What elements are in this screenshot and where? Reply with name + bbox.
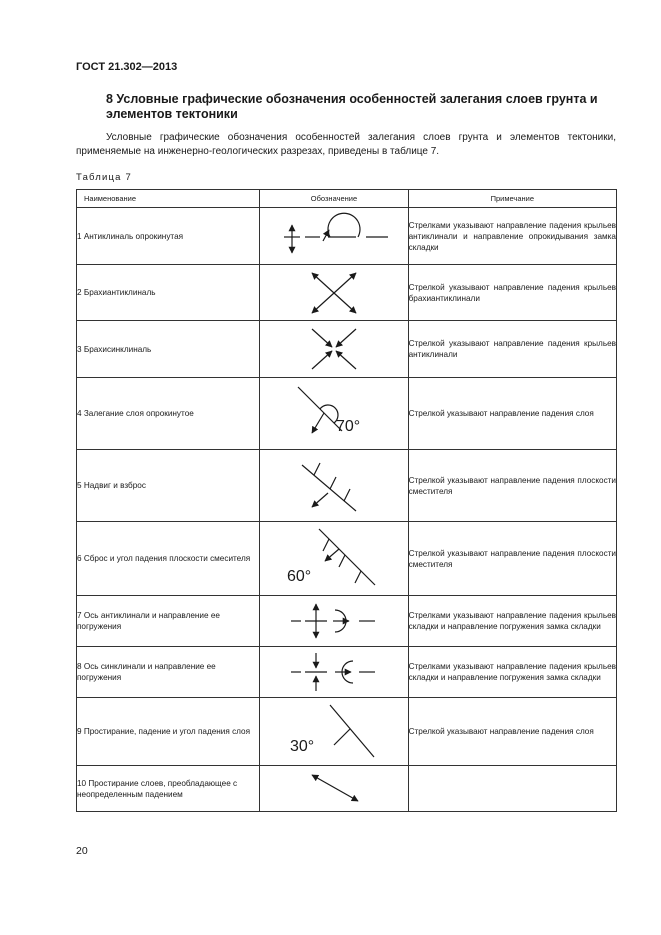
table-row xyxy=(77,596,617,647)
table-row xyxy=(77,698,617,766)
section-title: 8 Условные графические обозначения особенностей залегания слоев грунта и элементов тектоники xyxy=(106,92,598,121)
dip-angle-label: 30° xyxy=(289,737,315,755)
overturned-anticline-icon xyxy=(264,209,404,264)
strike-undefined-dip-icon xyxy=(294,769,374,809)
row-name: 8 Ось синклинали и направление ее погружения xyxy=(77,647,260,698)
brachyanticline-icon xyxy=(304,267,364,319)
row-note xyxy=(408,766,616,812)
col-header-name: Наименование xyxy=(77,190,260,208)
row-note: Стрелкой указывают направление падения крыльев антиклинали xyxy=(408,321,616,378)
section-intro: Условные графические обозначения особенностей залегания слоев грунта и элементов тектоники, применяемые на инженерно-геологических разрезах, приведены в таблице 7. xyxy=(76,132,616,157)
row-name: 2 Брахиантиклиналь xyxy=(77,265,260,321)
table-row xyxy=(77,378,617,450)
page-number: 20 xyxy=(76,845,88,857)
symbols-table xyxy=(76,189,617,812)
table-row xyxy=(77,265,617,321)
anticline-axis-icon xyxy=(279,598,389,644)
row-note: Стрелкой указывают направление падения плоскости сместителя xyxy=(408,450,616,522)
syncline-axis-icon xyxy=(279,649,389,695)
row-name: 7 Ось антиклинали и направление ее погружения xyxy=(77,596,260,647)
overturned-bed-icon xyxy=(284,381,384,447)
table-header-row xyxy=(77,190,617,208)
table-caption: Таблица 7 xyxy=(76,172,132,183)
row-name: 1 Антиклиналь опрокинутая xyxy=(77,208,260,265)
table-row xyxy=(77,450,617,522)
thrust-fault-icon xyxy=(294,453,374,519)
row-name: 9 Простирание, падение и угол падения слоя xyxy=(77,698,260,766)
normal-fault-icon xyxy=(279,525,389,593)
row-note: Стрелками указывают направление падения крыльев антиклинали и направление опрокидывания замка складки xyxy=(408,208,616,265)
row-note: Стрелками указывают направление падения крыльев складки и направление погружения замка складки xyxy=(408,596,616,647)
standard-header: ГОСТ 21.302—2013 xyxy=(76,61,178,73)
col-header-symbol: Обозначение xyxy=(260,190,408,208)
row-note: Стрелкой указывают направление падения слоя xyxy=(408,698,616,766)
row-name: 4 Залегание слоя опрокинутое xyxy=(77,378,260,450)
table-row xyxy=(77,208,617,265)
row-name: 10 Простирание слоев, преобладающее с неопределенным падением xyxy=(77,766,260,812)
dip-angle-label: 60° xyxy=(286,567,312,585)
row-name: 6 Сброс и угол падения плоскости смесителя xyxy=(77,522,260,596)
table-row xyxy=(77,522,617,596)
table-row xyxy=(77,647,617,698)
row-name: 5 Надвиг и взброс xyxy=(77,450,260,522)
dip-angle-label: 70° xyxy=(335,417,361,435)
row-name: 3 Брахисинклиналь xyxy=(77,321,260,378)
row-note: Стрелкой указывают направление падения слоя xyxy=(408,378,616,450)
row-note: Стрелкой указывают направление падения плоскости сместителя xyxy=(408,522,616,596)
table-row xyxy=(77,321,617,378)
row-note: Стрелкой указывают направление падения крыльев брахиантиклинали xyxy=(408,265,616,321)
brachysyncline-icon xyxy=(304,323,364,375)
row-note: Стрелками указывают направление падения крыльев складки и направление погружения замка складки xyxy=(408,647,616,698)
col-header-note: Примечание xyxy=(408,190,616,208)
strike-dip-icon xyxy=(284,701,384,763)
table-row xyxy=(77,766,617,812)
